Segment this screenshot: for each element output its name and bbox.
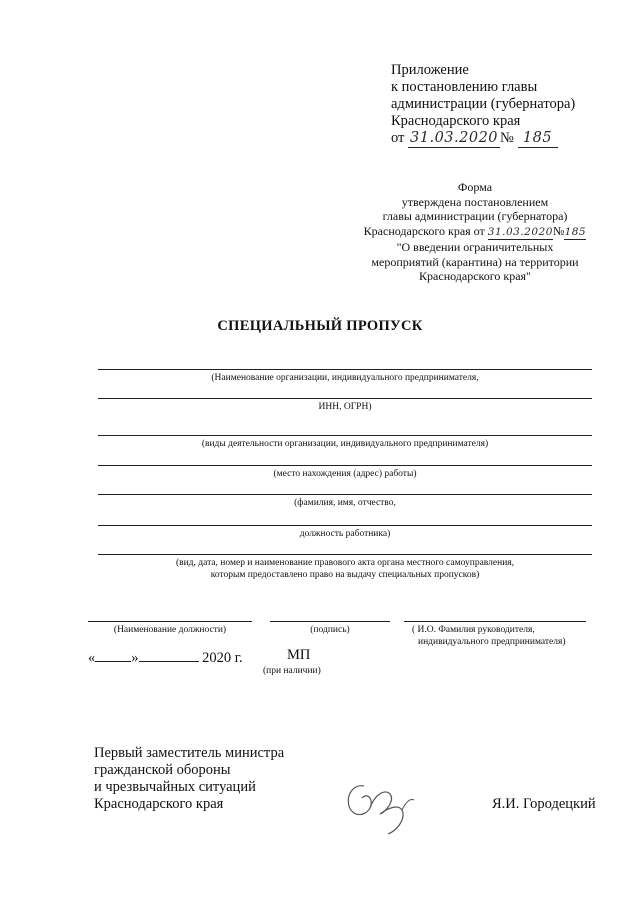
field-caption: (вид, дата, номер и наименование правового акта органа местного самоуправления, [175,558,515,568]
signatory-line: Краснодарского края [94,796,224,812]
form-approval-line: мероприятий (карантина) на территории [371,254,579,269]
form-approval-line: главы администрации (губернатора) [382,209,568,223]
day-blank [95,647,131,662]
field-line [98,465,592,466]
field-caption: (место нахождения (адрес) работы) [273,469,417,479]
appendix-date-line [391,130,575,148]
name-caption: ( И.О. Фамилия руководителя, [412,625,535,635]
signature-line [270,621,390,622]
year-text: 2020 г. [202,650,243,666]
form-approval-line: Краснодарского края" [419,269,531,283]
mp-label: МП [287,647,311,663]
quote-open: « [88,650,96,666]
appendix-date: 31.03.2020 [410,130,499,146]
form-approval-number-prefix: № [552,223,565,238]
field-line [98,369,592,370]
field-caption: (виды деятельности организации, индивидуального предпринимателя) [201,439,489,449]
form-approval-block [355,180,595,284]
form-approval-line: утверждена постановлением [401,194,549,209]
form-approval-date-line [355,224,595,241]
field-caption: (фамилия, имя, отчество, [294,498,396,508]
signatory-name: Я.И. Городецкий [492,796,596,812]
document-title: СПЕЦИАЛЬНЫЙ ПРОПУСК [217,318,423,334]
handwritten-signature [340,778,420,838]
appendix-line: администрации (губернатора) [391,96,576,112]
field-line [98,398,592,399]
month-blank [139,647,199,662]
quote-close: » [131,650,139,666]
appendix-line: к постановлению главы [391,79,538,95]
form-approval-date: 31.03.2020 [488,225,553,241]
signatory-line: гражданской обороны [94,762,231,778]
name-caption: индивидуального предпринимателя) [418,637,566,647]
appendix-line: Приложение [391,62,469,78]
signatory-line: Первый заместитель министра [94,745,285,761]
field-line [98,525,592,526]
signatory-line: и чрезвычайных ситуаций [94,779,256,795]
field-caption: должность работника) [299,529,391,539]
position-caption: (Наименование должности) [113,625,227,635]
form-approval-number: 185 [564,225,586,241]
field-caption: (Наименование организации, индивидуального предпринимателя, [211,373,479,383]
issue-date-line [88,647,243,667]
field-line [98,554,592,555]
field-line [98,435,592,436]
position-line [88,621,252,622]
appendix-date-prefix: от [391,130,405,146]
appendix-line: Краснодарского края [391,113,521,129]
appendix-number-prefix: № [500,130,514,146]
appendix-block [391,62,575,148]
signature-caption: (подпись) [310,625,350,635]
appendix-number: 185 [518,130,558,148]
form-approval-line: Форма [457,180,493,194]
signatory-block [94,745,284,813]
field-caption: которым предоставлено право на выдачу специальных пропусков) [210,570,480,580]
name-line [404,621,586,622]
form-approval-date-prefix: Краснодарского края от [363,223,485,238]
mp-note: (при наличии) [263,666,321,676]
field-line [98,494,592,495]
field-caption: ИНН, ОГРН) [318,402,372,412]
form-approval-line: "О введении ограничительных [396,240,554,254]
